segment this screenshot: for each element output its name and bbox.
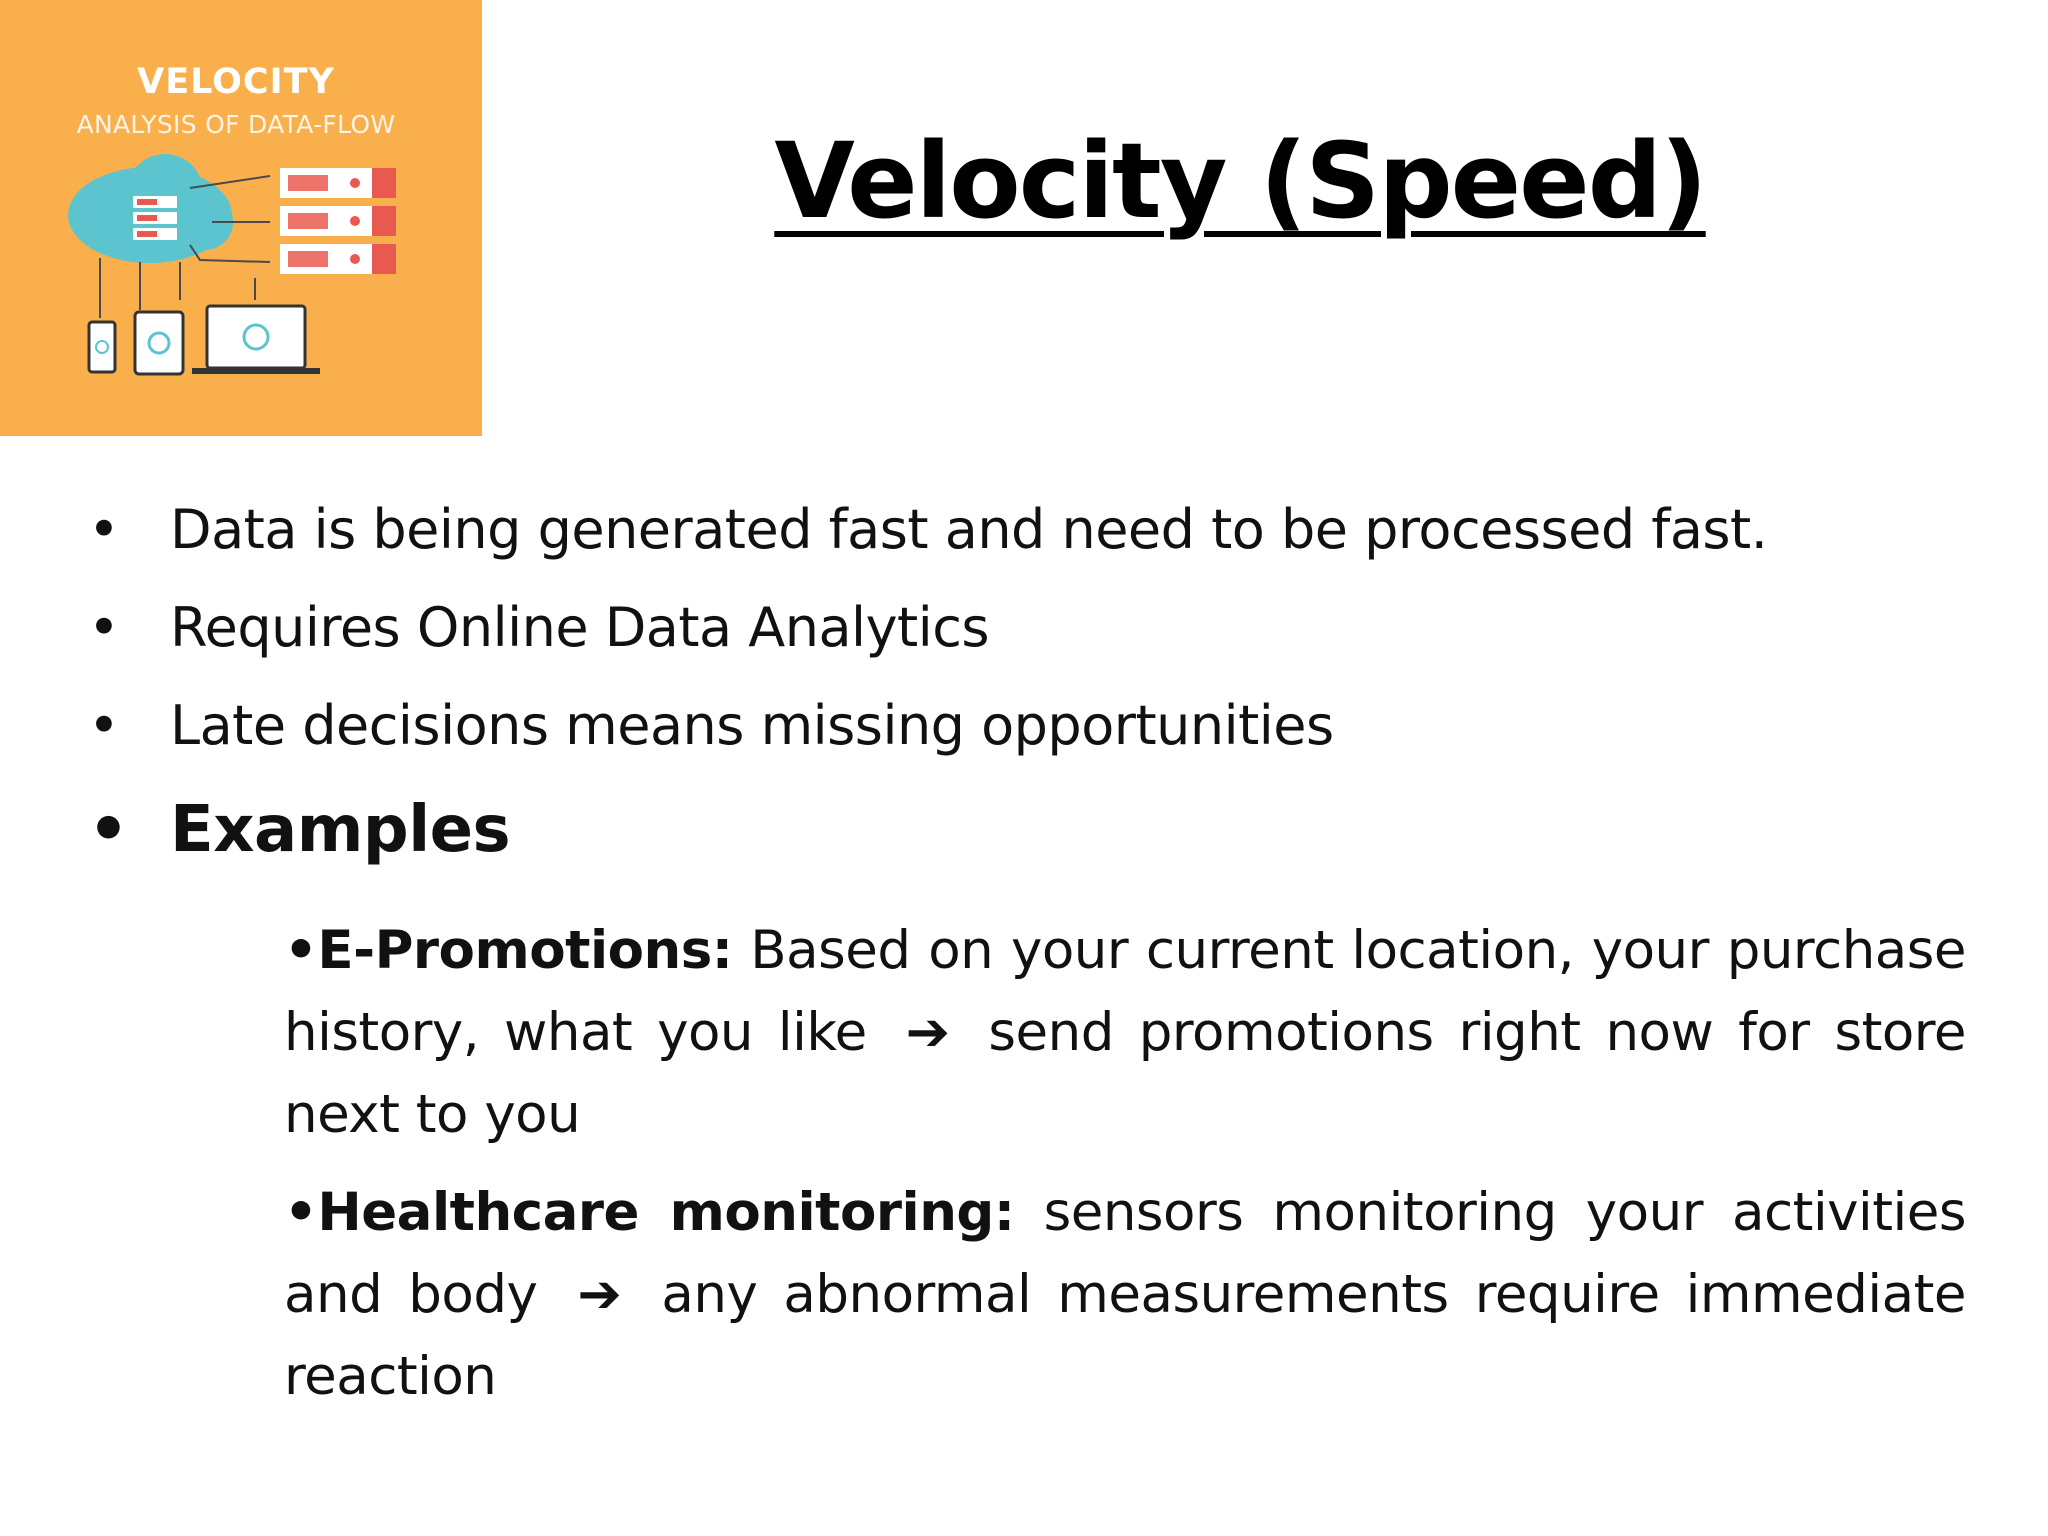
velocity-illustration	[0, 0, 482, 436]
bullet-item	[88, 596, 1988, 660]
example-label: •Healthcare monitoring:	[284, 1182, 1015, 1243]
bullet-text: Examples	[170, 793, 511, 867]
bullet-text: Data is being generated fast and need to be processed fast.	[170, 498, 1768, 561]
bullet-text: Requires Online Data Analytics	[170, 596, 990, 659]
bullet-item-examples	[88, 792, 1988, 868]
cloud-icon	[68, 154, 233, 263]
server-icon	[280, 168, 396, 274]
tablet-icon	[135, 312, 183, 374]
example-text-before: Based on your current location, your purchase history, what you like	[284, 920, 1966, 1063]
example-e-promotions	[284, 910, 1966, 1156]
illustration-subtitle: ANALYSIS OF DATA-FLOW	[76, 110, 396, 139]
arrow-right-icon: ➔	[577, 1264, 622, 1325]
example-label: •E-Promotions:	[284, 920, 733, 981]
phone-icon	[89, 322, 115, 372]
example-text-after: send promotions right now for store next to you	[284, 1002, 1967, 1145]
laptop-icon	[192, 306, 320, 374]
bullet-dot-icon: •	[88, 596, 120, 659]
slide-title: Velocity (Speed)	[774, 120, 1706, 242]
bullet-list	[88, 498, 1988, 902]
bullet-dot-icon: •	[88, 694, 120, 757]
bullet-dot-icon: •	[88, 793, 129, 867]
example-text-before: sensors monitoring your activities and body	[284, 1182, 1966, 1325]
bullet-item	[88, 498, 1988, 562]
bullet-text: Late decisions means missing opportunities	[170, 694, 1334, 757]
bullet-item	[88, 694, 1988, 758]
example-healthcare-monitoring	[284, 1172, 1966, 1418]
arrow-right-icon: ➔	[905, 1002, 950, 1063]
example-text-after: any abnormal measurements require immediate reaction	[284, 1264, 1966, 1407]
illustration-title: VELOCITY	[137, 62, 335, 102]
bullet-dot-icon: •	[88, 498, 120, 561]
